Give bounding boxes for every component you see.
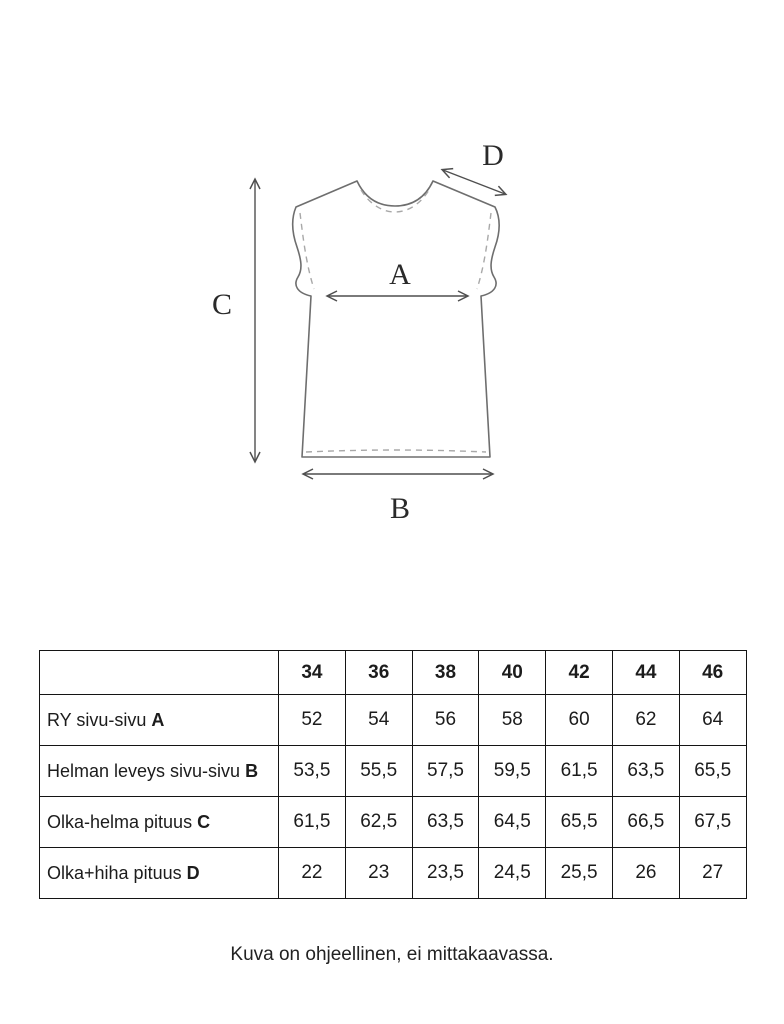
size-column-header: 38	[412, 651, 479, 695]
hem-seam-dashed	[306, 450, 486, 452]
right-armhole-seam-dashed	[477, 213, 491, 289]
size-column-header: 46	[679, 651, 746, 695]
measurement-value: 26	[612, 848, 679, 899]
measurement-value: 65,5	[679, 746, 746, 797]
size-header-row	[40, 651, 747, 695]
measurement-value: 63,5	[412, 797, 479, 848]
size-column-header: 36	[345, 651, 412, 695]
measurement-value: 67,5	[679, 797, 746, 848]
row-label-text: Helman leveys sivu-sivu	[47, 760, 241, 781]
measure-label-c: C	[211, 288, 233, 321]
row-label	[40, 848, 279, 899]
measurement-value: 52	[279, 695, 346, 746]
size-table	[39, 650, 747, 899]
measurement-value: 62	[612, 695, 679, 746]
table-row-measure-a	[40, 695, 747, 746]
measure-label-a: A	[389, 258, 411, 291]
row-label	[40, 746, 279, 797]
measurement-value: 23,5	[412, 848, 479, 899]
size-column-header: 40	[479, 651, 546, 695]
table-corner-cell	[40, 651, 279, 695]
measurement-value: 24,5	[479, 848, 546, 899]
measurement-value: 27	[679, 848, 746, 899]
row-label-text: Olka+hiha pituus	[47, 862, 182, 883]
row-label-letter: B	[245, 760, 259, 781]
measurement-value: 54	[345, 695, 412, 746]
measurement-value: 65,5	[546, 797, 613, 848]
row-label-letter: A	[151, 709, 165, 730]
measurement-value: 57,5	[412, 746, 479, 797]
disclaimer-caption: Kuva on ohjeellinen, ei mittakaavassa.	[230, 944, 554, 965]
measure-label-d: D	[482, 139, 504, 172]
measurement-value: 62,5	[345, 797, 412, 848]
row-label	[40, 695, 279, 746]
measurement-value: 61,5	[279, 797, 346, 848]
neckline-seam-dashed	[361, 190, 429, 212]
row-label-text: RY sivu-sivu	[47, 709, 147, 730]
measurement-value: 53,5	[279, 746, 346, 797]
measurement-value: 61,5	[546, 746, 613, 797]
size-column-header: 42	[546, 651, 613, 695]
left-armhole-seam-dashed	[300, 213, 314, 289]
measurement-value: 58	[479, 695, 546, 746]
row-label	[40, 797, 279, 848]
table-row-measure-d	[40, 848, 747, 899]
size-column-header: 34	[279, 651, 346, 695]
measurement-value: 59,5	[479, 746, 546, 797]
row-label-text: Olka-helma pituus	[47, 811, 193, 832]
measurement-value: 22	[279, 848, 346, 899]
tshirt-outline-icon	[293, 181, 499, 457]
row-label-letter: D	[186, 862, 200, 883]
measurement-value: 66,5	[612, 797, 679, 848]
measurement-value: 25,5	[546, 848, 613, 899]
size-column-header: 44	[612, 651, 679, 695]
measurement-value: 23	[345, 848, 412, 899]
measure-label-b: B	[389, 492, 411, 525]
table-row-measure-b	[40, 746, 747, 797]
measurement-value: 55,5	[345, 746, 412, 797]
measure-arrow-d	[443, 170, 505, 194]
measurement-value: 64	[679, 695, 746, 746]
measurement-value: 56	[412, 695, 479, 746]
measurement-value: 63,5	[612, 746, 679, 797]
measurement-value: 60	[546, 695, 613, 746]
row-label-letter: C	[197, 811, 211, 832]
table-row-measure-c	[40, 797, 747, 848]
measurement-value: 64,5	[479, 797, 546, 848]
